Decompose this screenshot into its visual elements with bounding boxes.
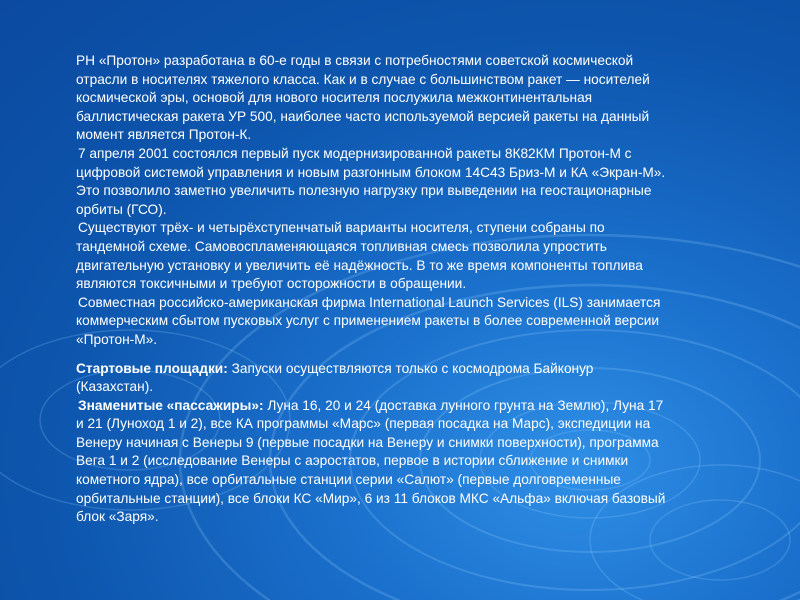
paragraph-line: орбитальные станции), все блоки КС «Мир», 6 из 11 блоков МКС «Альфа» включая базовый [76, 490, 666, 506]
paragraph-line: момент является Протон-К. [76, 127, 252, 143]
paragraph-line: двигательную установку и увеличить её надёжность. В то же время компоненты топлива [76, 257, 643, 273]
slide-body [52, 52, 752, 537]
paragraph-line: Вега 1 и 2 (исследование Венеры с аэростатов, первое в истории сближение и снимки [76, 453, 629, 469]
paragraph-line: Это позволило заметно увеличить полезную нагрузку при выведении на геостационарные [76, 183, 652, 199]
paragraph-line: «Протон-М». [76, 331, 158, 347]
paragraph-line: космической эры, основой для нового носителя послужила межконтинентальная [76, 90, 593, 106]
paragraph-line: блок «Заря». [76, 509, 159, 525]
list-item [52, 52, 752, 350]
paragraph-line [76, 360, 752, 379]
paragraph-line: РН «Протон» разработана в 60-е годы в связи с потребностями советской космической [76, 53, 634, 68]
launch-sites-label: Стартовые площадки: [76, 360, 228, 376]
paragraph-line: отрасли в носителях тяжелого класса. Как и в случае с большинством ракет — носителей [76, 71, 650, 87]
paragraph-line: Венеру начиная с Венеры 9 (первые посадки на Венеру и снимки поверхности), программа [76, 434, 659, 450]
paragraph-line: Существуют трёх- и четырёхступенчатый варианты носителя, ступени собраны по [78, 220, 605, 236]
paragraph-line: цифровой системой управления и новым разгонным блоком 14С43 Бриз-М и КА «Экран-М». [76, 164, 666, 180]
launch-sites-text: Запуски осуществляются только с космодрома Байконур [227, 360, 594, 376]
paragraph-line: баллистическая ракета УР 500, наиболее часто используемой версией ракеты на данный [76, 108, 650, 124]
paragraph-line: и 21 (Луноход 1 и 2), все КА программы «Марс» (первая посадка на Марс), экспедиции на [76, 416, 651, 432]
paragraph-line: (Казахстан). [76, 379, 154, 395]
paragraph-line: 7 апреля 2001 состоялся первый пуск модернизированной ракеты 8К82КМ Протон-М с [78, 145, 632, 161]
paragraph-line: кометного ядра), все орбитальные станции серии «Салют» (первые долговременные [76, 472, 621, 488]
passengers-label: Знаменитые «пассажиры»: [78, 397, 264, 413]
paragraph-line: орбиты (ГСО). [76, 201, 167, 217]
list-item [52, 360, 752, 527]
passengers-text: Луна 16, 20 и 24 (доставка лунного грунта на Землю), Луна 17 [263, 397, 664, 413]
paragraph-line: тандемной схеме. Самовоспламеняющаяся топливная смесь позволила упростить [76, 238, 607, 254]
paragraph-line: Совместная российско-американская фирма International Launch Services (ILS) занимается [78, 294, 661, 310]
paragraph-line: коммерческим сбытом пусковых услуг с применением ракеты в более современной версии [76, 313, 660, 329]
paragraph-line [76, 397, 752, 416]
paragraph-line: являются токсичными и требуют осторожности в обращении. [76, 276, 467, 292]
